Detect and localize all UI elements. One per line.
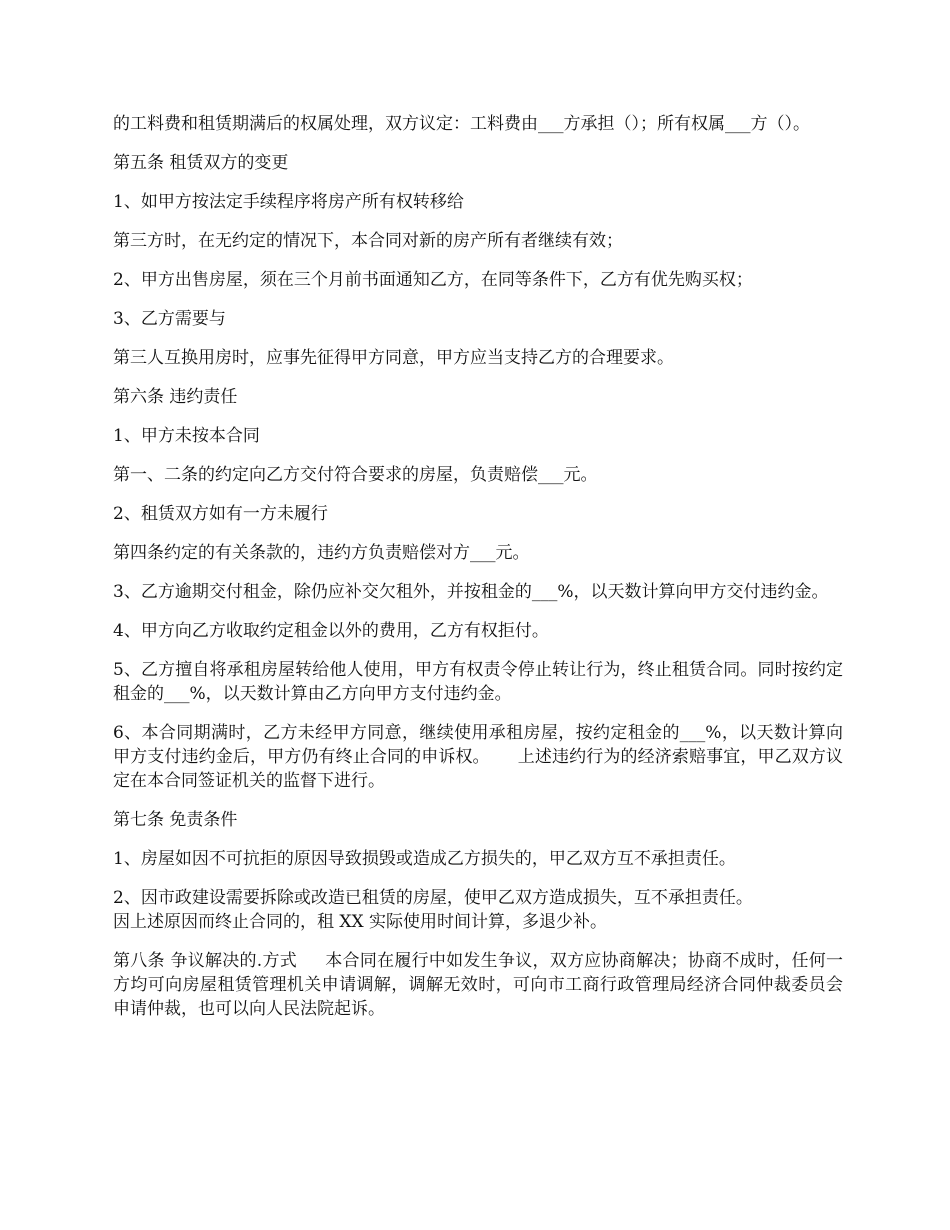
paragraph-text: 上述违约行为的经济索赔事宜，甲乙双方议定在本合同签证机关的监督下进行。 bbox=[113, 747, 844, 791]
paragraph: 第四条约定的有关条款的，违约方负责赔偿对方___元。 bbox=[113, 543, 530, 563]
paragraph bbox=[113, 949, 843, 1021]
paragraph bbox=[113, 886, 843, 934]
paragraph: 2、甲方出售房屋，须在三个月前书面通知乙方，在同等条件下，乙方有优先购买权； bbox=[113, 270, 753, 290]
paragraph: 第一、二条的约定向乙方交付符合要求的房屋，负责赔偿___元。 bbox=[113, 465, 598, 485]
paragraph: 1、房屋如因不可抗拒的原因导致损毁或造成乙方损失的，甲乙双方互不承担责任。 bbox=[113, 849, 736, 869]
paragraph: 1、甲方未按本合同 bbox=[113, 426, 260, 446]
paragraph-line: 2、因市政建设需要拆除或改造已租赁的房屋，使甲乙双方造成损失，互不承担责任。 bbox=[113, 888, 753, 908]
paragraph: 3、乙方需要与 bbox=[113, 309, 226, 329]
section-heading-7: 第七条 免责条件 bbox=[113, 810, 238, 830]
paragraph: 的工料费和租赁期满后的权属处理，双方议定：工料费由___方承担（）；所有权属___方（）。 bbox=[113, 114, 810, 134]
section-heading-5: 第五条 租赁双方的变更 bbox=[113, 153, 289, 173]
paragraph: 5、乙方擅自将承租房屋转给他人使用，甲方有权责令停止转让行为，终止租赁合同。同时按约定租金的___%，以天数计算由乙方向甲方支付违约金。 bbox=[113, 660, 843, 704]
paragraph: 第三人互换用房时，应事先征得甲方同意，甲方应当支持乙方的合理要求。 bbox=[113, 348, 674, 368]
paragraph bbox=[113, 721, 843, 793]
paragraph: 第三方时，在无约定的情况下，本合同对新的房产所有者继续有效； bbox=[113, 231, 623, 251]
section-heading-6: 第六条 违约责任 bbox=[113, 387, 238, 407]
document-page bbox=[113, 112, 843, 1036]
paragraph-text: 6、本合同期满时，乙方未经甲方同意，继续使用承租房屋，按约定租金的___%，以天数计算向甲方支付违约金后，甲方仍有终止合同的申诉权。 bbox=[113, 723, 843, 767]
paragraph: 3、乙方逾期交付租金，除仍应补交欠租外，并按租金的___%，以天数计算向甲方交付违约金。 bbox=[113, 582, 829, 602]
paragraph: 2、租赁双方如有一方未履行 bbox=[113, 504, 328, 524]
paragraph-text: 本合同在履行中如发生争议，双方应协商解决；协商不成时，任何一方均可向房屋租赁管理机关申请调解，调解无效时，可向市工商行政管理局经济合同仲裁委员会申请仲裁，也可以向人民法院起诉。 bbox=[113, 951, 844, 1019]
paragraph-line: 因上述原因而终止合同的，租 XX 实际使用时间计算，多退少补。 bbox=[113, 912, 608, 932]
paragraph: 1、如甲方按法定手续程序将房产所有权转移给 bbox=[113, 192, 464, 212]
paragraph: 4、甲方向乙方收取约定租金以外的费用，乙方有权拒付。 bbox=[113, 621, 549, 641]
section-heading-8: 第八条 争议解决的.方式 bbox=[113, 951, 298, 971]
